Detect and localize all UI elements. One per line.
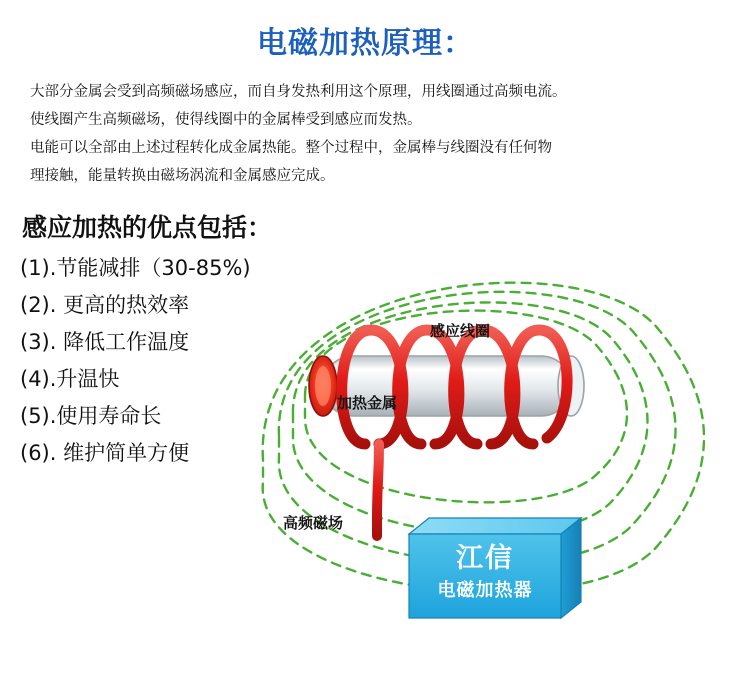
field-label: 高频磁场	[283, 514, 344, 532]
intro-line-3: 电能可以全部由上述过程转化成金属热能。整个过程中，金属棒与线圈没有任何物	[30, 140, 552, 156]
intro-paragraph	[30, 78, 710, 190]
list-item: (6). 维护简单方便	[20, 441, 190, 465]
list-item: (4).升温快	[20, 367, 120, 391]
list-item: (5).使用寿命长	[20, 404, 162, 428]
heater-device-box	[409, 518, 581, 618]
list-item: (3). 降低工作温度	[20, 330, 190, 354]
list-item: (1).节能减排（30-85%)	[20, 256, 251, 280]
metal-label: 加热金属	[337, 394, 398, 412]
device-subtitle: 电磁加热器	[437, 580, 533, 601]
device-brand: 江信	[456, 543, 514, 574]
intro-line-1: 大部分金属会受到高频磁场感应，而自身发热利用这个原理，用线圈通过高频电流。	[30, 84, 567, 100]
list-item: (2). 更高的热效率	[20, 293, 190, 317]
intro-line-4: 理接触，能量转换由磁场涡流和金属感应完成。	[30, 168, 335, 184]
intro-line-2: 使线圈产生高频磁场，使得线圈中的金属棒受到感应而发热。	[30, 112, 422, 128]
page-title: 电磁加热原理：	[257, 26, 474, 61]
coil-label: 感应线圈	[430, 322, 491, 340]
benefits-heading: 感应加热的优点包括：	[22, 213, 273, 242]
